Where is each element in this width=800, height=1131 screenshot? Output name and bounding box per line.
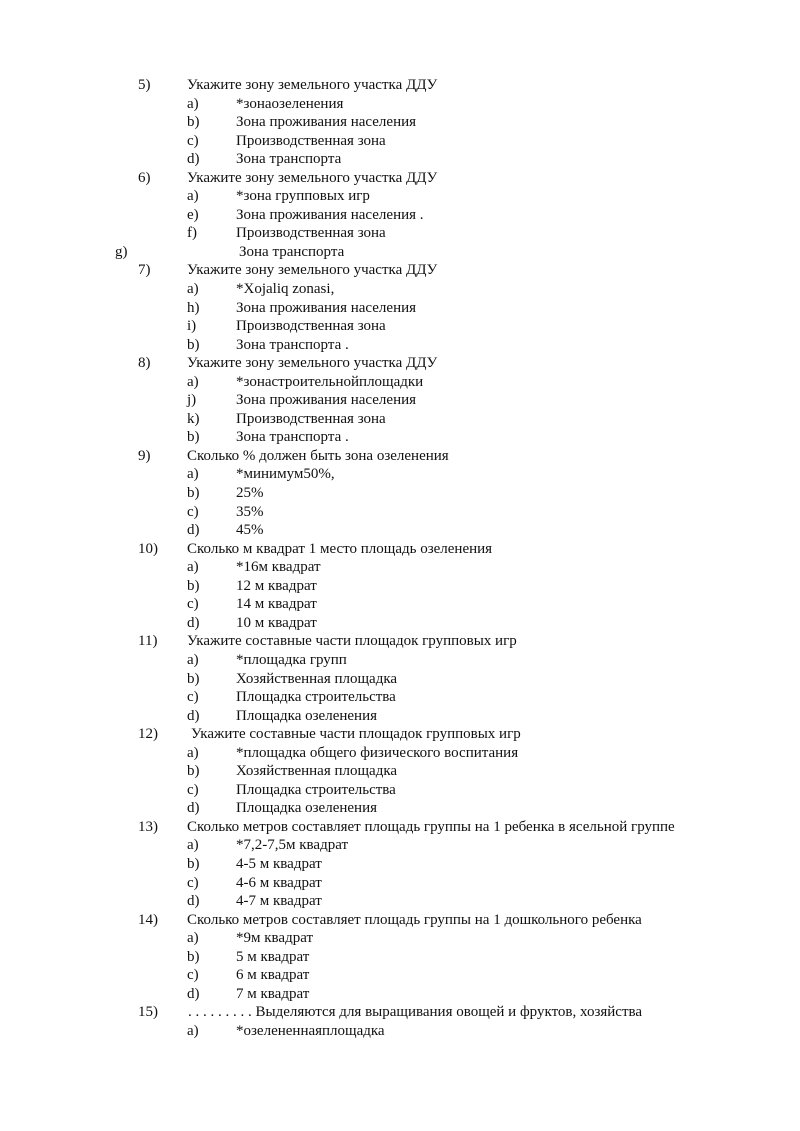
- option-letter: a): [187, 373, 199, 390]
- option-text: Площадка озеленения: [236, 800, 377, 817]
- option-letter: f): [187, 225, 197, 242]
- option-letter: c): [187, 596, 199, 613]
- option-letter: a): [187, 281, 199, 298]
- option-letter: c): [187, 503, 199, 520]
- question-number: 14): [138, 911, 158, 928]
- question-12: [0, 725, 800, 744]
- option-text: 4-7 м квадрат: [236, 893, 322, 910]
- option-letter: i): [187, 318, 197, 335]
- option-letter: g): [115, 243, 128, 260]
- question-5: [0, 76, 800, 95]
- option-letter: c): [187, 689, 199, 706]
- answer-option: [0, 874, 800, 893]
- option-text: *зона групповых игр: [236, 188, 370, 205]
- option-letter: a): [187, 1022, 199, 1039]
- option-letter: b): [187, 114, 200, 131]
- option-text: 25%: [236, 485, 264, 502]
- option-letter: h): [187, 299, 200, 316]
- option-text: Зона проживания населения: [236, 114, 417, 131]
- option-letter: b): [187, 577, 200, 594]
- question-number: 9): [138, 447, 151, 464]
- answer-option: [0, 929, 800, 948]
- answer-option: [0, 966, 800, 985]
- option-letter: k): [187, 410, 200, 427]
- option-text: Зона проживания населения: [236, 392, 417, 409]
- option-letter: e): [187, 206, 199, 223]
- answer-option: [0, 762, 800, 781]
- question-text: Сколько % должен быть зона озеленения: [187, 447, 449, 464]
- option-text: *7,2-7,5м квадрат: [236, 837, 349, 854]
- question-15: [0, 1003, 800, 1022]
- option-text: Хозяйственная площадка: [236, 763, 398, 780]
- question-number: 5): [138, 77, 151, 93]
- option-text: Зона транспорта: [239, 243, 345, 260]
- option-text: 10 м квадрат: [236, 614, 317, 631]
- answer-option: [0, 781, 800, 800]
- answer-option: [0, 892, 800, 911]
- answer-option: [0, 280, 800, 299]
- option-letter: d): [187, 614, 200, 631]
- option-text: Хозяйственная площадка: [236, 670, 398, 687]
- answer-option: [0, 521, 800, 540]
- answer-option: [0, 948, 800, 967]
- document-page: [0, 76, 800, 1040]
- option-text: *зонаозеленения: [236, 95, 344, 112]
- option-letter: j): [187, 392, 197, 409]
- option-letter: a): [187, 837, 199, 854]
- question-8: [0, 354, 800, 373]
- option-text: Зона транспорта .: [236, 429, 349, 446]
- answer-option: [0, 150, 800, 169]
- option-text: Площадка строительства: [236, 689, 396, 706]
- answer-option: [0, 299, 800, 318]
- option-letter: d): [187, 522, 200, 539]
- answer-option: [0, 595, 800, 614]
- question-number: 10): [138, 540, 158, 557]
- question-14: [0, 911, 800, 930]
- question-text: Укажите зону земельного участка ДДУ: [187, 169, 438, 186]
- option-text: Производственная зона: [236, 410, 386, 427]
- option-text: *площадка общего физического воспитания: [236, 744, 519, 761]
- option-letter: b): [187, 763, 200, 780]
- answer-option: [0, 187, 800, 206]
- answer-option: [0, 651, 800, 670]
- option-text: 4-5 м квадрат: [236, 855, 322, 872]
- question-number: 8): [138, 355, 151, 372]
- answer-option: [0, 132, 800, 151]
- option-letter: a): [187, 744, 199, 761]
- answer-option: [0, 836, 800, 855]
- answer-option: [0, 336, 800, 355]
- question-text: . . . . . . . . . Выделяются для выращивания овощей и фруктов, хозяйства: [188, 1004, 643, 1021]
- option-letter: d): [187, 151, 200, 168]
- answer-option: [0, 224, 800, 243]
- option-text: Площадка озеленения: [236, 707, 377, 724]
- question-number: 11): [138, 633, 158, 650]
- option-letter: b): [187, 485, 200, 502]
- question-text: Сколько метров составляет площадь группы на 1 дошкольного ребенка: [187, 911, 642, 928]
- option-text: 4-6 м квадрат: [236, 874, 322, 891]
- option-letter: c): [187, 132, 199, 149]
- option-letter: b): [187, 429, 200, 446]
- question-number: 13): [138, 818, 158, 835]
- option-text: Производственная зона: [236, 132, 386, 149]
- answer-option: [0, 855, 800, 874]
- answer-option: [0, 465, 800, 484]
- option-letter: a): [187, 95, 199, 112]
- option-text: Зона транспорта: [236, 151, 342, 168]
- option-text: Зона транспорта .: [236, 336, 349, 353]
- option-letter: c): [187, 967, 199, 984]
- question-text: Укажите составные части площадок групповых игр: [187, 633, 517, 650]
- question-number: 7): [138, 262, 151, 279]
- answer-option: [0, 1022, 800, 1041]
- option-text: Производственная зона: [236, 318, 386, 335]
- question-text: Сколько м квадрат 1 место площадь озеленения: [187, 540, 493, 557]
- option-text: *Xojaliq zonasi,: [236, 281, 335, 298]
- answer-option: [0, 95, 800, 114]
- question-number: 6): [138, 169, 151, 186]
- answer-option: [0, 503, 800, 522]
- answer-option: [0, 428, 800, 447]
- answer-option: [0, 985, 800, 1004]
- answer-option: [0, 206, 800, 225]
- option-text: 45%: [236, 522, 264, 539]
- answer-option: [0, 410, 800, 429]
- option-letter: c): [187, 781, 199, 798]
- question-text: Сколько метров составляет площадь группы на 1 ребенка в ясельной группе: [187, 818, 675, 835]
- option-letter: d): [187, 800, 200, 817]
- option-text: *площадка групп: [236, 651, 347, 668]
- question-9: [0, 447, 800, 466]
- question-text: Укажите зону земельного участка ДДУ: [187, 262, 438, 279]
- option-text: *озелененнаяплощадка: [236, 1022, 385, 1039]
- question-6: [0, 169, 800, 188]
- option-text: 12 м квадрат: [236, 577, 317, 594]
- question-number: 12): [138, 726, 158, 743]
- option-text: Площадка строительства: [236, 781, 396, 798]
- answer-option: [0, 707, 800, 726]
- option-text: Зона проживания населения .: [236, 206, 424, 223]
- answer-option: [0, 317, 800, 336]
- option-letter: d): [187, 985, 200, 1002]
- question-13: [0, 818, 800, 837]
- option-text: 35%: [236, 503, 264, 520]
- answer-option-outdented: [0, 243, 800, 262]
- question-text: Укажите зону земельного участка ДДУ: [187, 77, 438, 93]
- option-letter: b): [187, 336, 200, 353]
- answer-option: [0, 614, 800, 633]
- option-text: Производственная зона: [236, 225, 386, 242]
- option-text: 5 м квадрат: [236, 948, 310, 965]
- option-text: 6 м квадрат: [236, 967, 310, 984]
- question-10: [0, 540, 800, 559]
- answer-option: [0, 577, 800, 596]
- question-11: [0, 632, 800, 651]
- option-letter: d): [187, 893, 200, 910]
- option-letter: b): [187, 948, 200, 965]
- option-letter: b): [187, 670, 200, 687]
- answer-option: [0, 688, 800, 707]
- option-text: 7 м квадрат: [236, 985, 310, 1002]
- option-letter: a): [187, 930, 199, 947]
- option-text: *минимум50%,: [236, 466, 335, 483]
- option-letter: a): [187, 466, 199, 483]
- option-text: *зонастроительнойплощадки: [236, 373, 424, 390]
- option-text: Зона проживания населения: [236, 299, 417, 316]
- option-letter: a): [187, 559, 199, 576]
- answer-option: [0, 670, 800, 689]
- answer-option: [0, 558, 800, 577]
- answer-option: [0, 391, 800, 410]
- option-text: *16м квадрат: [236, 559, 321, 576]
- option-letter: c): [187, 874, 199, 891]
- question-text: Укажите составные части площадок групповых игр: [191, 726, 521, 743]
- option-text: 14 м квадрат: [236, 596, 317, 613]
- option-letter: b): [187, 855, 200, 872]
- option-letter: a): [187, 651, 199, 668]
- answer-option: [0, 744, 800, 763]
- question-number: 15): [138, 1004, 158, 1021]
- answer-option: [0, 113, 800, 132]
- option-letter: d): [187, 707, 200, 724]
- answer-option: [0, 484, 800, 503]
- answer-option: [0, 373, 800, 392]
- answer-option: [0, 799, 800, 818]
- option-text: *9м квадрат: [236, 930, 314, 947]
- option-letter: a): [187, 188, 199, 205]
- question-text: Укажите зону земельного участка ДДУ: [187, 355, 438, 372]
- question-7: [0, 261, 800, 280]
